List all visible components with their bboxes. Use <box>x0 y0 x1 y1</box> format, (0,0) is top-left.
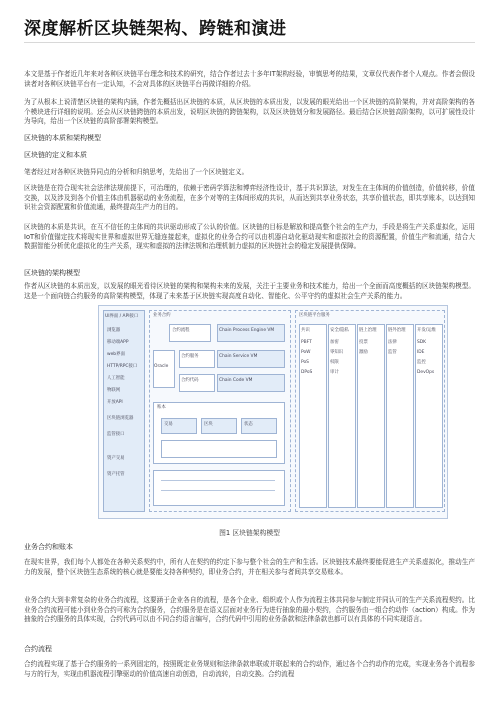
diagram-label: 零知识 <box>330 350 344 355</box>
diagram-label: 区块链平台服务 <box>299 313 330 318</box>
figure-caption: 图1 区块链架构模型 <box>219 529 280 537</box>
diagram-label: 投票 <box>359 340 368 345</box>
contract-detail-paragraph: 业务合约大到非常复杂的业务合约流程，这要涵于企业各自的流程，是各个企业、组织或个人作为流程主体共同参与制定并同认可的生产关系流程契约。比业务合约流程可能小到业务合约可称为合约服务，合约服务是在语义层面对业务行为进行抽象的最小契约，合约服务由一组合约动作（action）构成。作为抽象的合约服务的具体实现，合约代码可以由不同合约语言编写，合约代码中引用的业务条款和法律条款也都可以有具体的不同实现语言。 <box>24 596 475 624</box>
diagram-label: 状态 <box>244 422 253 427</box>
diagram-label: IDE <box>417 350 425 355</box>
diagram-label: 浏览器 <box>107 328 121 333</box>
diagram-label: 激励 <box>359 350 368 355</box>
diagram-label: 资产交易 <box>107 456 125 461</box>
contract-paragraph: 在现实世界，我们每个人都处在各种关系契约中，所有人在契约的约定下参与整个社会的生产和生活。区块链技术最终要能促进生产关系虚拟化，推动生产力的发展，整个区块链生态系统的核心就是要能支持各种契约，即业务合约，并在相关参与者间共享交易账本。 <box>24 558 475 576</box>
diagram-label: DevOps <box>417 370 435 375</box>
diagram-label: 监管接口 <box>107 432 125 437</box>
intro-paragraph: 本文是基于作者近几年来对各种区块链平台理念和技术的研究，结合作者过去十多年IT架构经验，审慎思考的结果，文章仅代表作者个人观点。作者会假设读者对各种区块链平台有一定认知，不会对具体的区块链平台再做详细的介绍。 <box>24 70 475 88</box>
diagram-label: 物联网 <box>107 388 121 393</box>
diagram-label: 链外治理 <box>388 328 406 333</box>
diagram-label: 资产托管 <box>107 472 125 477</box>
diagram-label: Chain Process Engine VM <box>219 328 275 333</box>
definition-intro: 笔者经过对各种区块链异同点的分析和归纳思考，先给出了一个区块链定义。 <box>24 168 249 176</box>
diagram-label: PoS <box>301 360 309 365</box>
diagram-label: 人工智能 <box>107 376 125 381</box>
diagram-label: 加密 <box>330 340 339 345</box>
diagram-label: 安全/隐私 <box>330 328 350 333</box>
diagram-label: Chain Service VM <box>219 354 258 359</box>
diagram-label: HTTP/RPC接口 <box>107 364 138 369</box>
diagram-label: 合约流程 <box>172 328 190 333</box>
diagram-label: 法律 <box>388 340 397 345</box>
diagram-box <box>161 440 277 458</box>
diagram-label: DPoS <box>301 370 313 375</box>
diagram-label: web界面 <box>107 352 125 357</box>
title-divider <box>24 42 475 43</box>
diagram-label: 合约代码 <box>181 378 199 383</box>
diagram-label: 共识 <box>301 328 310 333</box>
diagram-label: PBFT <box>301 340 312 345</box>
diagram-label: 移动端APP <box>107 340 129 345</box>
diagram-label: Oracle <box>154 364 169 369</box>
diagram-label: 交易 <box>164 422 173 427</box>
subsection-heading: 区块链的定义和本质 <box>24 151 87 159</box>
diagram-label: SDK <box>417 340 427 345</box>
diagram-label: 开发/运维 <box>417 328 437 333</box>
diagram-label: 链上治理 <box>359 328 377 333</box>
diagram-label: 区块 <box>204 422 213 427</box>
diagram-label: 审计 <box>330 370 339 375</box>
overview-paragraph: 为了从根本上说清楚区块链的架构内涵，作者先概括出区块链的本质，从区块链的本质出发，以发展的眼光给出一个区块链的高阶架构，并对高阶架构的各个模块进行详细的说明。还会从区块链跨链的本质出发，说明区块链的跨链架构，以及区块链划分和发展路径。最后结合区块链高阶架构，以可扩展性设计为导向，给出一个区块链的高阶部署架构模型。 <box>24 98 475 126</box>
architecture-diagram <box>98 305 448 519</box>
diagram-label: 业务合约 <box>153 313 171 318</box>
subsection-heading: 区块链的架构模型 <box>24 269 80 277</box>
diagram-label: 权限 <box>330 360 339 365</box>
subsection-heading: 合约流程 <box>24 645 52 653</box>
section-heading: 区块链的本质和架构模型 <box>24 134 101 142</box>
diagram-label: PoW <box>301 350 311 355</box>
diagram-label: 区块链浏览器 <box>107 416 134 421</box>
diagram-label: 合约服务 <box>181 354 199 359</box>
diagram-line <box>161 490 275 491</box>
diagram-label: 账本 <box>157 405 166 410</box>
diagram-box <box>153 470 285 506</box>
definition-paragraph: 区块链是在符合现实社会法律法规前提下，可治理的，依赖于密码学算法和博弈经济性设计，基于共识算法，对发生在主体间的价值创造，价值转移，价值交换，以及涉及到各个价值主体由机器驱动的业务流程，在多个对等的主体间形成的共识，从而达到共享业务状态，共享价值状态，即共享账本，以达到知识社会资源配置和价值流通，最终提高生产力的目的。 <box>24 184 475 212</box>
subsection-heading: 业务合约和账本 <box>24 543 73 551</box>
diagram-line <box>161 480 275 481</box>
diagram-label: Chain Code VM <box>219 378 253 383</box>
model-paragraph: 作者从区块链的本质出发，以发展的眼光看待区块链的架构和架构未来的发展，关注于主要业务和技术能力，给出一个全面而高度概括的区块链架构模型。这是一个面向链合约服务的高阶架构模型，体现了未来基于区块链实现高度自动化、智能化、公平守约的虚拟社会生产关系的能力。 <box>24 282 475 300</box>
essence-paragraph: 区块链的本质是共识，在互不信任的主体间的共识驱动形成了公认的价值。区块链的目标是解放和提高整个社会的生产力，手段是将生产关系虚拟化，运用IoT和价值锚定技术将现实世界和虚拟世界无缝连接起来，虚拟化的业务合约可以由机器自动化驱动现实和虚拟社会的资源配置，价值生产和流通，结合大数据智能分析优化虚拟化的生产关系，现实和虚拟的法律法规和治理机制力虚拟的区块链社会的稳定发展提供保障。 <box>24 223 475 251</box>
process-paragraph: 合约流程实现了基于合约服务的一系列固定的，按照既定业务规则和法律条款串联或并联起来的合约动作，通过各个合约动作的完成，实现业务各个流程参与方的行为，实现由机器流程引擎驱动的价值高速自动创造，自动流转，自动交换。合约流程 <box>24 660 475 678</box>
diagram-label: 监管 <box>388 350 397 355</box>
diagram-label: 监控 <box>417 360 426 365</box>
diagram-label: UI界面 / API接口 <box>105 314 139 319</box>
page-title: 深度解析区块链架构、跨链和演进 <box>24 19 287 39</box>
diagram-label: 开放API <box>107 400 123 405</box>
